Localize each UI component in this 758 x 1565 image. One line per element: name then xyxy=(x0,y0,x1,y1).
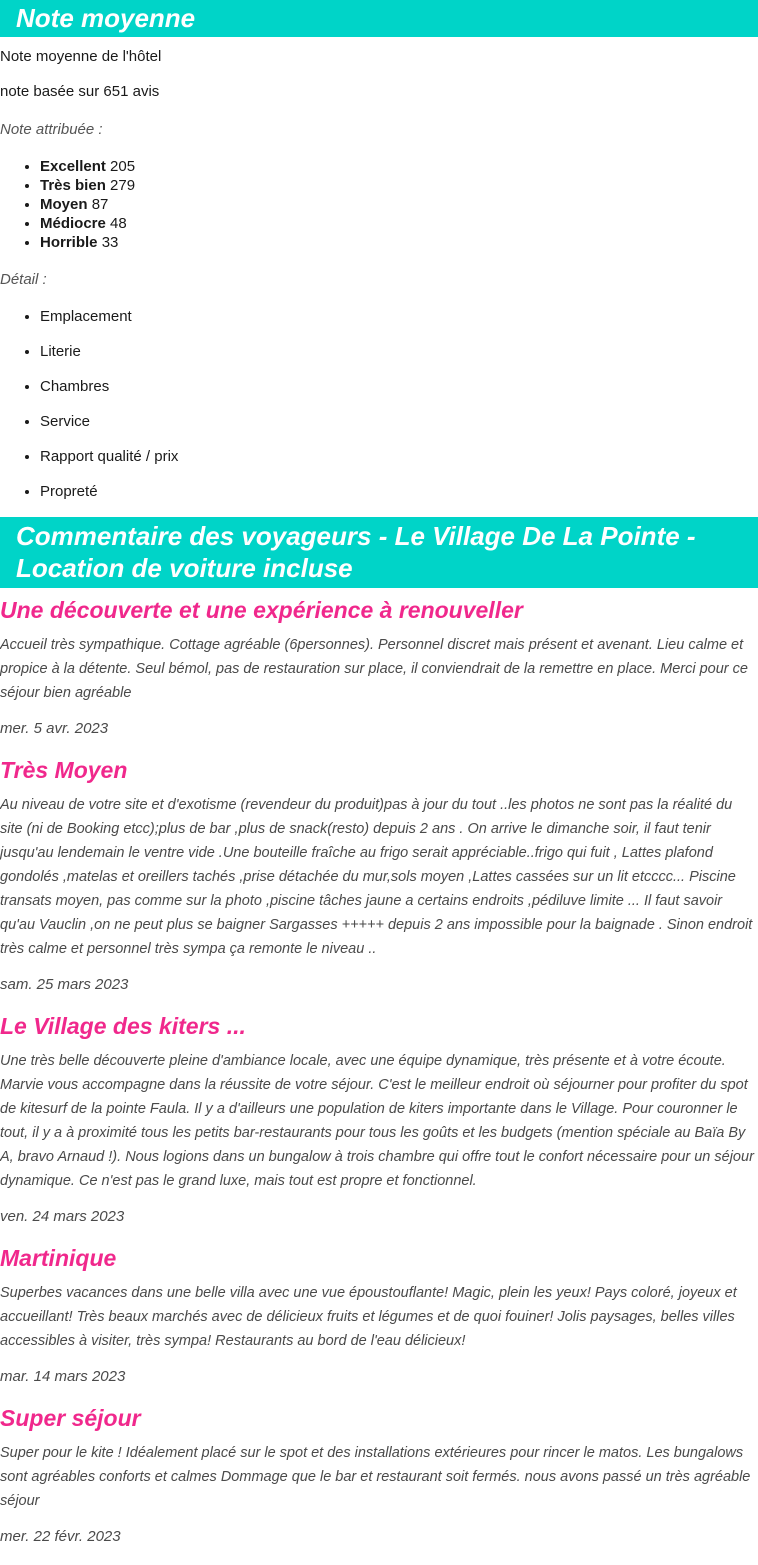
hotel-average-subtitle: Note moyenne de l'hôtel xyxy=(0,48,162,65)
rating-label: Très bien xyxy=(40,177,106,194)
rating-item-horrible xyxy=(40,233,758,252)
review-item xyxy=(0,1403,758,1547)
detail-item-proprete: • Propreté xyxy=(40,482,758,502)
detail-item-rapport-qualite-prix: • Rapport qualité / prix xyxy=(40,447,758,467)
rating-label: Horrible xyxy=(40,234,98,251)
detail-item-literie: • Literie xyxy=(40,342,758,362)
review-title: Super séjour xyxy=(0,1405,141,1431)
rating-item-excellent xyxy=(40,157,758,176)
detail-label: Détail : xyxy=(0,271,47,288)
traveler-reviews-heading: Commentaire des voyageurs - Le Village De La Pointe - Location de voiture incluse xyxy=(0,517,758,588)
rating-breakdown-list xyxy=(0,157,758,252)
rating-count: 279 xyxy=(110,177,136,194)
detail-criteria-list xyxy=(0,307,758,502)
review-title: Le Village des kiters ... xyxy=(0,1013,246,1039)
review-item xyxy=(0,1243,758,1387)
review-body: Au niveau de votre site et d'exotisme (revendeur du produit)pas à jour du tout ..les photos ne sont pas la réalité du site (ni de Booking etcc);plus de bar ,plus de snack(resto) depuis 2 ans . On arrive le dimanche soir, il faut tenir jusqu'au lendemain le ventre vide .Une bouteille fraîche au frigo serait appréciable..frigo qui fuit , Lattes plafond gondolés ,matelas et oreillers tachés ,prise détachée du mur,sols moyen ,Lattes cassées sur un lit etcccc... Piscine transats moyen, pas comme sur la photo ,piscine tâches jaune a certains endroits ,pédiluve limite ... Il faut savoir qu'au Vauclin ,on ne peut plus se baigner Sargasses +++++ depuis 2 ans impossible pour la baignade . Sinon endroit très calme et personnel très sympa ça remonte le niveau .. xyxy=(0,797,753,957)
rating-count: 48 xyxy=(110,215,127,232)
rating-label: Excellent xyxy=(40,158,106,175)
review-item xyxy=(0,1011,758,1227)
review-body: Une très belle découverte pleine d'ambiance locale, avec une équipe dynamique, très présente et à votre écoute. Marvie vous accompagne dans la réussite de votre séjour. C'est le meilleur endroit où séjourner pour profiter du spot de kitesurf de la pointe Faula. Il y a d'ailleurs une population de kiters importante dans le Village. Pour couronner le tout, il y a à proximité tous les petits bar-restaurants pour tous les goûts et les budgets (mention spéciale au Baïa By A, bravo Arnaud !). Nous logions dans un bungalow à trois chambre qui offre tout le confort nécessaire pour un séjour dynamique. Ce n'est pas le grand luxe, mais tout est propre et fonctionnel. xyxy=(0,1053,754,1189)
review-body: Superbes vacances dans une belle villa avec une vue époustouflante! Magic, plein les yeux! Pays coloré, joyeux et accueillant! Très beaux marchés avec de délicieux fruits et légumes et de quoi fouiner! Jolis paysages, belles villes accessibles à visiter, très sympa! Restaurants au bord de l'eau délicieux! xyxy=(0,1285,737,1349)
review-date: sam. 25 mars 2023 xyxy=(0,976,129,993)
rating-label: Moyen xyxy=(40,196,88,213)
review-body: Accueil très sympathique. Cottage agréable (6personnes). Personnel discret mais présent et avenant. Lieu calme et propice à la détente. Seul bémol, pas de restauration sur place, il conviendrait de la remettre en place. Merci pour ce séjour bien agréable xyxy=(0,637,748,701)
reviews-list xyxy=(0,595,758,1547)
review-date: mer. 22 févr. 2023 xyxy=(0,1528,121,1545)
review-item xyxy=(0,595,758,739)
rating-count: 33 xyxy=(101,234,119,251)
review-title: Martinique xyxy=(0,1245,117,1271)
average-rating-heading: Note moyenne xyxy=(0,0,758,37)
review-date: ven. 24 mars 2023 xyxy=(0,1208,125,1225)
review-date: mar. 14 mars 2023 xyxy=(0,1368,126,1385)
rating-label: Médiocre xyxy=(40,215,106,232)
detail-item-chambres: • Chambres xyxy=(40,377,758,397)
review-count-text: note basée sur 651 avis xyxy=(0,83,160,100)
attributed-rating-label: Note attribuée : xyxy=(0,121,103,138)
review-date: mer. 5 avr. 2023 xyxy=(0,720,109,737)
rating-item-mediocre xyxy=(40,214,758,233)
review-item xyxy=(0,755,758,995)
rating-count: 87 xyxy=(91,196,109,213)
review-title: Une découverte et une expérience à renouveller xyxy=(0,597,523,623)
rating-item-moyen xyxy=(40,195,758,214)
detail-item-service: • Service xyxy=(40,412,758,432)
rating-count: 205 xyxy=(110,158,136,175)
detail-item-emplacement: • Emplacement xyxy=(40,307,758,327)
review-body: Super pour le kite ! Idéalement placé sur le spot et des installations extérieures pour rincer le matos. Les bungalows sont agréables conforts et calmes Dommage que le bar et restaurant soit fermés. nous avons passé un très agréable séjour xyxy=(0,1445,751,1509)
review-title: Très Moyen xyxy=(0,757,128,783)
rating-item-tres-bien xyxy=(40,176,758,195)
